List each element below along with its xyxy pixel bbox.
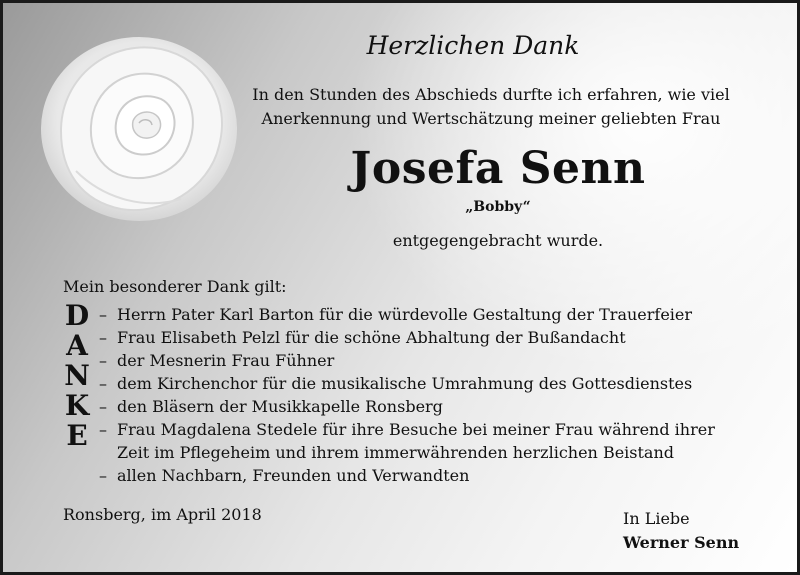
deceased-name: Josefa Senn — [350, 143, 646, 194]
list-item-text: allen Nachbarn, Freunden und Verwandten — [117, 466, 470, 485]
list-item — [99, 464, 779, 487]
heading: Herzlichen Dank — [366, 31, 580, 60]
danke-letter: D — [64, 299, 90, 332]
danke-letter: K — [64, 389, 90, 422]
list-item — [99, 418, 779, 441]
thanks-list — [99, 303, 779, 487]
danke-letters — [61, 301, 93, 451]
danke-letter: N — [64, 359, 90, 392]
danke-letter: E — [66, 419, 88, 452]
white-rose-icon — [21, 21, 251, 236]
intro-line: Anerkennung und Wertschätzung meiner geliebten Frau — [261, 109, 721, 128]
list-item — [99, 326, 779, 349]
intro-line: In den Stunden des Abschieds durfte ich erfahren, wie viel — [252, 85, 730, 104]
list-item — [99, 395, 779, 418]
list-item-text: dem Kirchenchor für die musikalische Umrahmung des Gottesdienstes — [117, 374, 693, 393]
list-item — [99, 303, 779, 326]
list-item-continuation — [99, 441, 779, 464]
dash: – — [99, 351, 107, 370]
signoff-line: In Liebe — [623, 509, 690, 528]
dash: – — [99, 397, 107, 416]
nickname: „Bobby“ — [465, 199, 531, 215]
list-item-text: der Mesnerin Frau Fühner — [117, 351, 335, 370]
list-item-text: den Bläsern der Musikkapelle Ronsberg — [117, 397, 443, 416]
closing-line: entgegengebracht wurde. — [392, 231, 604, 250]
danke-letter: A — [66, 329, 88, 362]
place-date: Ronsberg, im April 2018 — [63, 505, 262, 524]
dash: – — [99, 466, 107, 485]
list-item-text: Herrn Pater Karl Barton für die würdevolle Gestaltung der Trauerfeier — [117, 305, 693, 324]
dash: – — [99, 328, 107, 347]
list-item-text: Zeit im Pflegeheim und ihrem immerwährenden herzlichen Beistand — [117, 443, 675, 462]
list-item-text: Frau Magdalena Stedele für ihre Besuche bei meiner Frau während ihrer — [117, 420, 715, 439]
dash: – — [99, 305, 107, 324]
list-item-text: Frau Elisabeth Pelzl für die schöne Abhaltung der Bußandacht — [117, 328, 626, 347]
dash: – — [99, 374, 107, 393]
list-item — [99, 372, 779, 395]
signoff — [623, 507, 739, 555]
intro-text — [231, 83, 751, 131]
list-item — [99, 349, 779, 372]
thanks-title: Mein besonderer Dank gilt: — [63, 277, 287, 296]
dash: – — [99, 420, 107, 439]
signer-name: Werner Senn — [623, 533, 740, 552]
